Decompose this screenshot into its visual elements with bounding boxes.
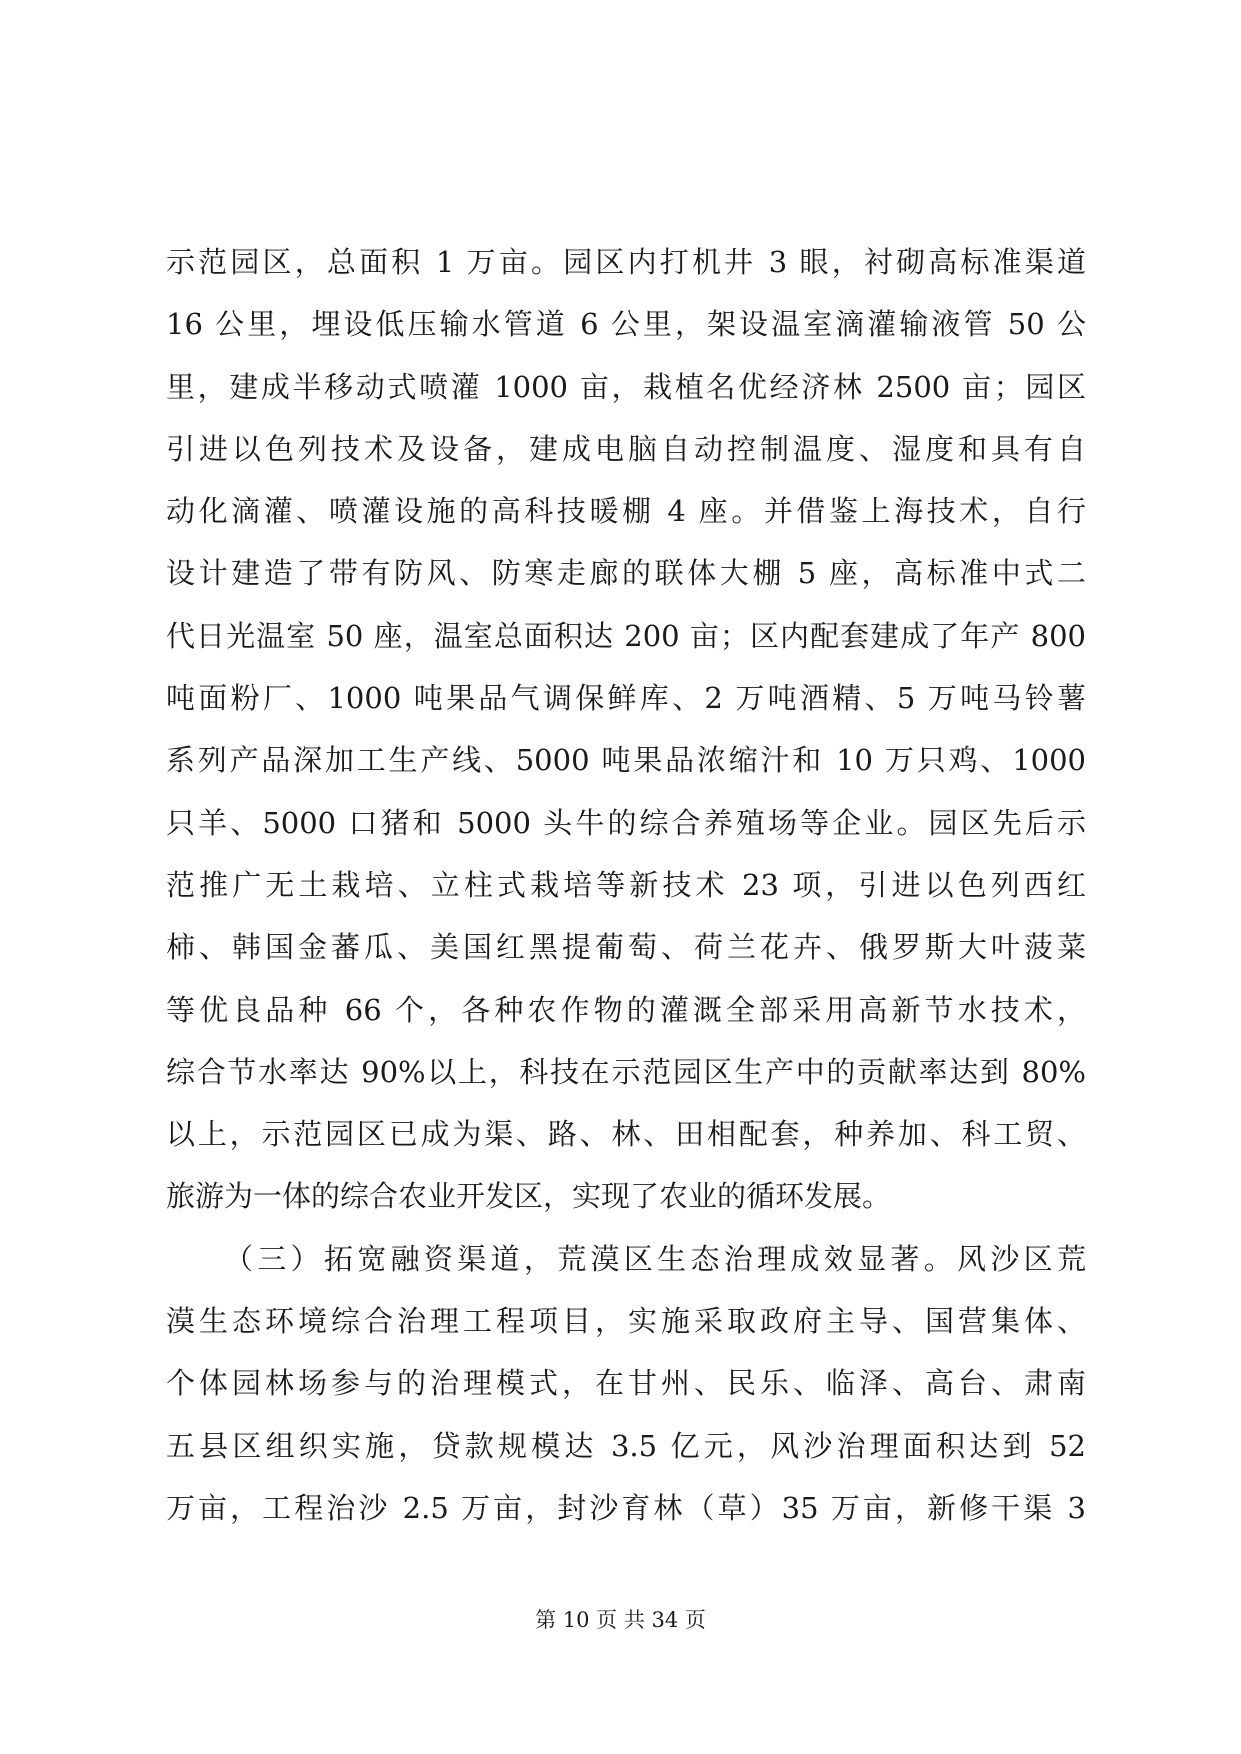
text-line: 吨面粉厂、1000 吨果品气调保鲜库、2 万吨酒精、5 万吨马铃薯	[166, 681, 1086, 716]
text-line: 系列产品深加工生产线、5000 吨果品浓缩汁和 10 万只鸡、1000	[166, 743, 1086, 778]
page-number-footer: 第 10 页 共 34 页	[535, 1608, 706, 1632]
text-line: 个体园林场参与的治理模式，在甘州、民乐、临泽、高台、肃南	[166, 1366, 1086, 1401]
text-line: 万亩，工程治沙 2.5 万亩，封沙育林（草）35 万亩，新修干渠 3	[166, 1490, 1086, 1525]
text-line: 代日光温室 50 座，温室总面积达 200 亩；区内配套建成了年产 800	[166, 618, 1086, 653]
section-heading-line: （三）拓宽融资渠道，荒漠区生态治理成效显著。风沙区荒	[224, 1241, 1086, 1276]
text-line: 设计建造了带有防风、防寒走廊的联体大棚 5 座，高标准中式二	[166, 556, 1086, 591]
text-line: 以上，示范园区已成为渠、路、林、田相配套，种养加、科工贸、	[166, 1117, 1086, 1152]
text-line: 只羊、5000 口猪和 5000 头牛的综合养殖场等企业。园区先后示	[166, 805, 1086, 840]
text-line: 动化滴灌、喷灌设施的高科技暖棚 4 座。并借鉴上海技术，自行	[166, 494, 1086, 529]
text-line: 五县区组织实施，贷款规模达 3.5 亿元，风沙治理面积达到 52	[166, 1428, 1086, 1463]
text-line: 示范园区，总面积 1 万亩。园区内打机井 3 眼，衬砌高标准渠道	[166, 245, 1086, 279]
text-line: 综合节水率达 90%以上，科技在示范园区生产中的贡献率达到 80%	[166, 1054, 1086, 1089]
text-line: 柿、韩国金蕃瓜、美国红黑提葡萄、荷兰花卉、俄罗斯大叶菠菜	[166, 930, 1086, 965]
text-line: 漠生态环境综合治理工程项目，实施采取政府主导、国营集体、	[166, 1304, 1086, 1339]
text-line: 等优良品种 66 个，各种农作物的灌溉全部采用高新节水技术，	[166, 992, 1086, 1027]
text-line: 范推广无土栽培、立柱式栽培等新技术 23 项，引进以色列西红	[166, 867, 1086, 902]
text-line: 引进以色列技术及设备，建成电脑自动控制温度、湿度和具有自	[166, 431, 1086, 466]
text-line: 16 公里，埋设低压输水管道 6 公里，架设温室滴灌输液管 50 公	[166, 307, 1086, 342]
text-line: 里，建成半移动式喷灌 1000 亩，栽植名优经济林 2500 亩；园区	[166, 369, 1086, 404]
text-line: 旅游为一体的综合农业开发区，实现了农业的循环发展。	[166, 1179, 892, 1214]
body-text	[166, 231, 1086, 1539]
